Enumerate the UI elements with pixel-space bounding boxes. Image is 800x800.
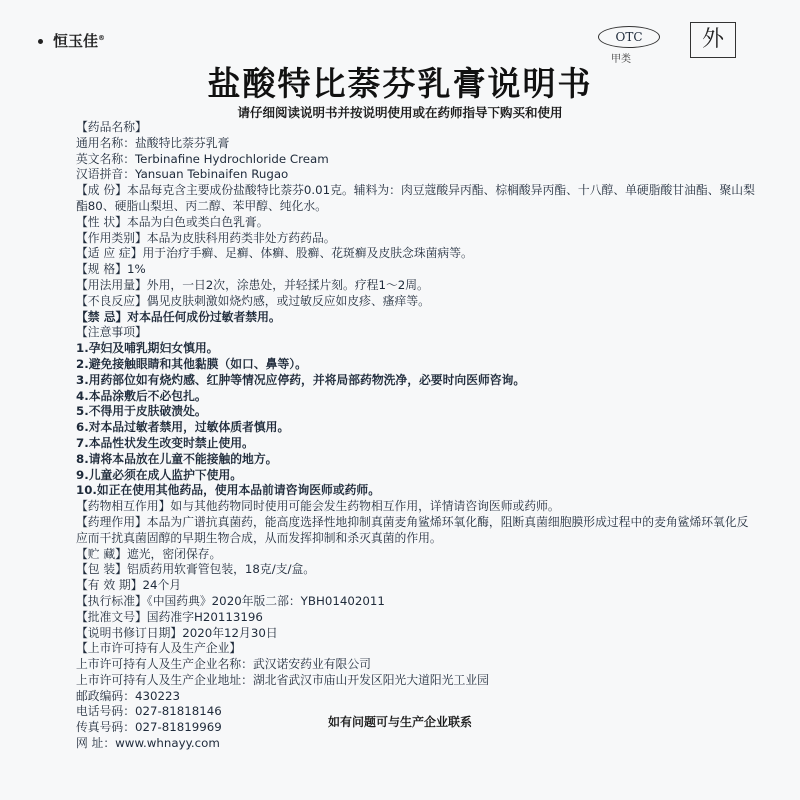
holder-address xyxy=(76,673,756,689)
holder-address-label: 上市许可持有人及生产企业地址： xyxy=(76,672,253,687)
section-precautions-header: 【注意事项】 xyxy=(76,325,147,340)
field-label: 【药理作用】 xyxy=(76,514,147,529)
field-shelf-life xyxy=(76,578,756,594)
field-dosage xyxy=(76,278,756,294)
field-adverse-reactions xyxy=(76,294,756,310)
field-text: 国药准字H20113196 xyxy=(146,609,263,624)
page-subtitle: 请仔细阅读说明书并按说明使用或在药师指导下购买和使用 xyxy=(237,105,563,120)
holder-name-label: 上市许可持有人及生产企业名称： xyxy=(76,657,253,672)
field-label: 【适 应 症】 xyxy=(76,246,143,261)
field-text: 外用，一日2次，涂患处，并轻揉片刻。疗程1～2周。 xyxy=(146,277,429,292)
holder-name-value: 武汉诺安药业有限公司 xyxy=(252,657,371,672)
registered-mark-icon: ® xyxy=(98,34,106,42)
otc-class-label: 甲类 xyxy=(611,54,631,65)
field-text: 对本品任何成份过敏者禁用。 xyxy=(127,309,281,324)
precaution-item: 3.用药部位如有烧灼感、红肿等情况应停药，并将局部药物洗净，必要时向医师咨询。 xyxy=(76,372,526,387)
field-text: 偶见皮肤刺激如烧灼感，或过敏反应如皮疹、瘙痒等。 xyxy=(146,293,430,308)
field-label: 【用法用量】 xyxy=(76,277,147,292)
field-indications xyxy=(76,246,756,262)
page-title: 盐酸特比萘芬乳膏说明书 xyxy=(207,64,593,103)
field-text: 如与其他药物同时使用可能会发生药物相互作用，详情请咨询医师或药师。 xyxy=(170,499,560,514)
field-text: 2020年12月30日 xyxy=(182,625,278,640)
field-label: 【包 装】 xyxy=(76,562,127,577)
field-specification xyxy=(76,262,756,278)
field-revision-date xyxy=(76,626,756,642)
holder-website-label: 网 址： xyxy=(76,736,116,751)
ingredients-text: 本品每克含主要成份盐酸特比萘芬0.01克。辅料为：肉豆蔻酸异丙酯、棕榈酸异丙酯、十八醇、单硬脂酸甘油酯、聚山梨酯80、硬脂山梨坦、丙二醇、苯甲醇、纯化水。 xyxy=(76,183,755,213)
holder-postcode-label: 邮政编码： xyxy=(76,688,135,703)
field-label: 【性 状】 xyxy=(76,214,127,229)
holder-fax-label: 传真号码： xyxy=(76,720,135,735)
holder-website xyxy=(76,736,756,752)
holder-fax-value: 027-81819969 xyxy=(135,720,222,735)
field-text: 遮光，密闭保存。 xyxy=(126,546,222,561)
holder-postcode-value: 430223 xyxy=(135,688,181,703)
field-package xyxy=(76,562,756,578)
field-label: 【不良反应】 xyxy=(76,293,147,308)
holder-address-value: 湖北省武汉市庙山开发区阳光大道阳光工业园 xyxy=(252,672,489,687)
english-name: 英文名称：Terbinafine Hydrochloride Cream xyxy=(76,151,329,166)
field-label: 【执行标准】 xyxy=(76,593,147,608)
footer-contact-note: 如有问题可与生产企业联系 xyxy=(327,715,472,729)
field-text: 本品为广谱抗真菌药，能高度选择性地抑制真菌麦角鲨烯环氧化酶，阻断真菌细胞膜形成过程中的麦角鲨烯环氧化反应而干扰真菌固醇的早期生物合成，从而发挥抑制和杀灭真菌的作用。 xyxy=(76,514,749,545)
field-contraindications xyxy=(76,310,756,326)
ingredients-label: 【成 份】 xyxy=(76,183,127,198)
field-approval-number xyxy=(76,610,756,626)
field-label: 【说明书修订日期】 xyxy=(76,625,183,640)
holder-postcode xyxy=(76,689,756,705)
precaution-item: 5.不得用于皮肤破溃处。 xyxy=(76,404,207,419)
bullet-icon xyxy=(38,39,43,44)
field-label: 【规 格】 xyxy=(76,262,127,277)
precaution-item: 2.避免接触眼睛和其他黏膜（如口、鼻等）。 xyxy=(76,356,307,371)
brand-logo xyxy=(38,30,105,51)
holder-phone-value: 027-81818146 xyxy=(135,704,222,719)
brand-name: 恒玉佳 xyxy=(53,32,99,50)
precaution-item: 1.孕妇及哺乳期妇女慎用。 xyxy=(76,341,219,356)
field-label: 【贮 藏】 xyxy=(76,546,127,561)
field-label: 【批准文号】 xyxy=(76,609,147,624)
field-label: 【有 效 期】 xyxy=(76,578,143,593)
field-standard xyxy=(76,594,756,610)
field-label: 【作用类别】 xyxy=(76,230,147,245)
field-text: 24个月 xyxy=(142,578,182,593)
section-drug-name-header: 【药品名称】 xyxy=(76,120,147,134)
field-label: 【药物相互作用】 xyxy=(76,499,171,514)
leaflet-content xyxy=(76,120,756,752)
holder-name xyxy=(76,657,756,673)
ingredients xyxy=(76,183,756,215)
field-appearance xyxy=(76,215,756,231)
field-label: 【禁 忌】 xyxy=(76,309,128,324)
field-text: 《中国药典》2020年版二部：YBH01402011 xyxy=(146,593,385,608)
pharmacology xyxy=(76,515,756,547)
field-category xyxy=(76,231,756,247)
field-text: 用于治疗手癣、足癣、体癣、股癣、花斑癣及皮肤念珠菌病等。 xyxy=(142,246,473,261)
precaution-item: 8.请将本品放在儿童不能接触的地方。 xyxy=(76,451,278,466)
section-holder-header: 【上市许可持有人及生产企业】 xyxy=(76,641,242,656)
field-text: 本品为白色或类白色乳膏。 xyxy=(126,214,269,229)
holder-website-value: www.whnayy.com xyxy=(115,736,220,751)
precaution-item: 6.对本品过敏者禁用，过敏体质者慎用。 xyxy=(76,420,290,435)
precaution-item: 7.本品性状发生改变时禁止使用。 xyxy=(76,435,254,450)
field-text: 1% xyxy=(126,262,146,277)
precaution-item: 9.儿童必须在成人监护下使用。 xyxy=(76,467,243,482)
external-use-mark: 外 xyxy=(690,22,736,58)
otc-badge: OTC xyxy=(598,26,660,48)
precaution-item: 4.本品涂敷后不必包扎。 xyxy=(76,388,207,403)
field-storage xyxy=(76,547,756,563)
pinyin-name: 汉语拼音：Yansuan Tebinaifen Rugao xyxy=(76,167,289,182)
field-text: 铝质药用软膏管包装，18克/支/盒。 xyxy=(126,562,316,577)
holder-phone-label: 电话号码： xyxy=(76,704,135,719)
precaution-item: 10.如正在使用其他药品，使用本品前请咨询医师或药师。 xyxy=(76,483,381,498)
field-text: 本品为皮肤科用药类非处方药药品。 xyxy=(146,230,336,245)
generic-name: 通用名称：盐酸特比萘芬乳膏 xyxy=(76,135,230,150)
drug-interactions xyxy=(76,499,756,515)
